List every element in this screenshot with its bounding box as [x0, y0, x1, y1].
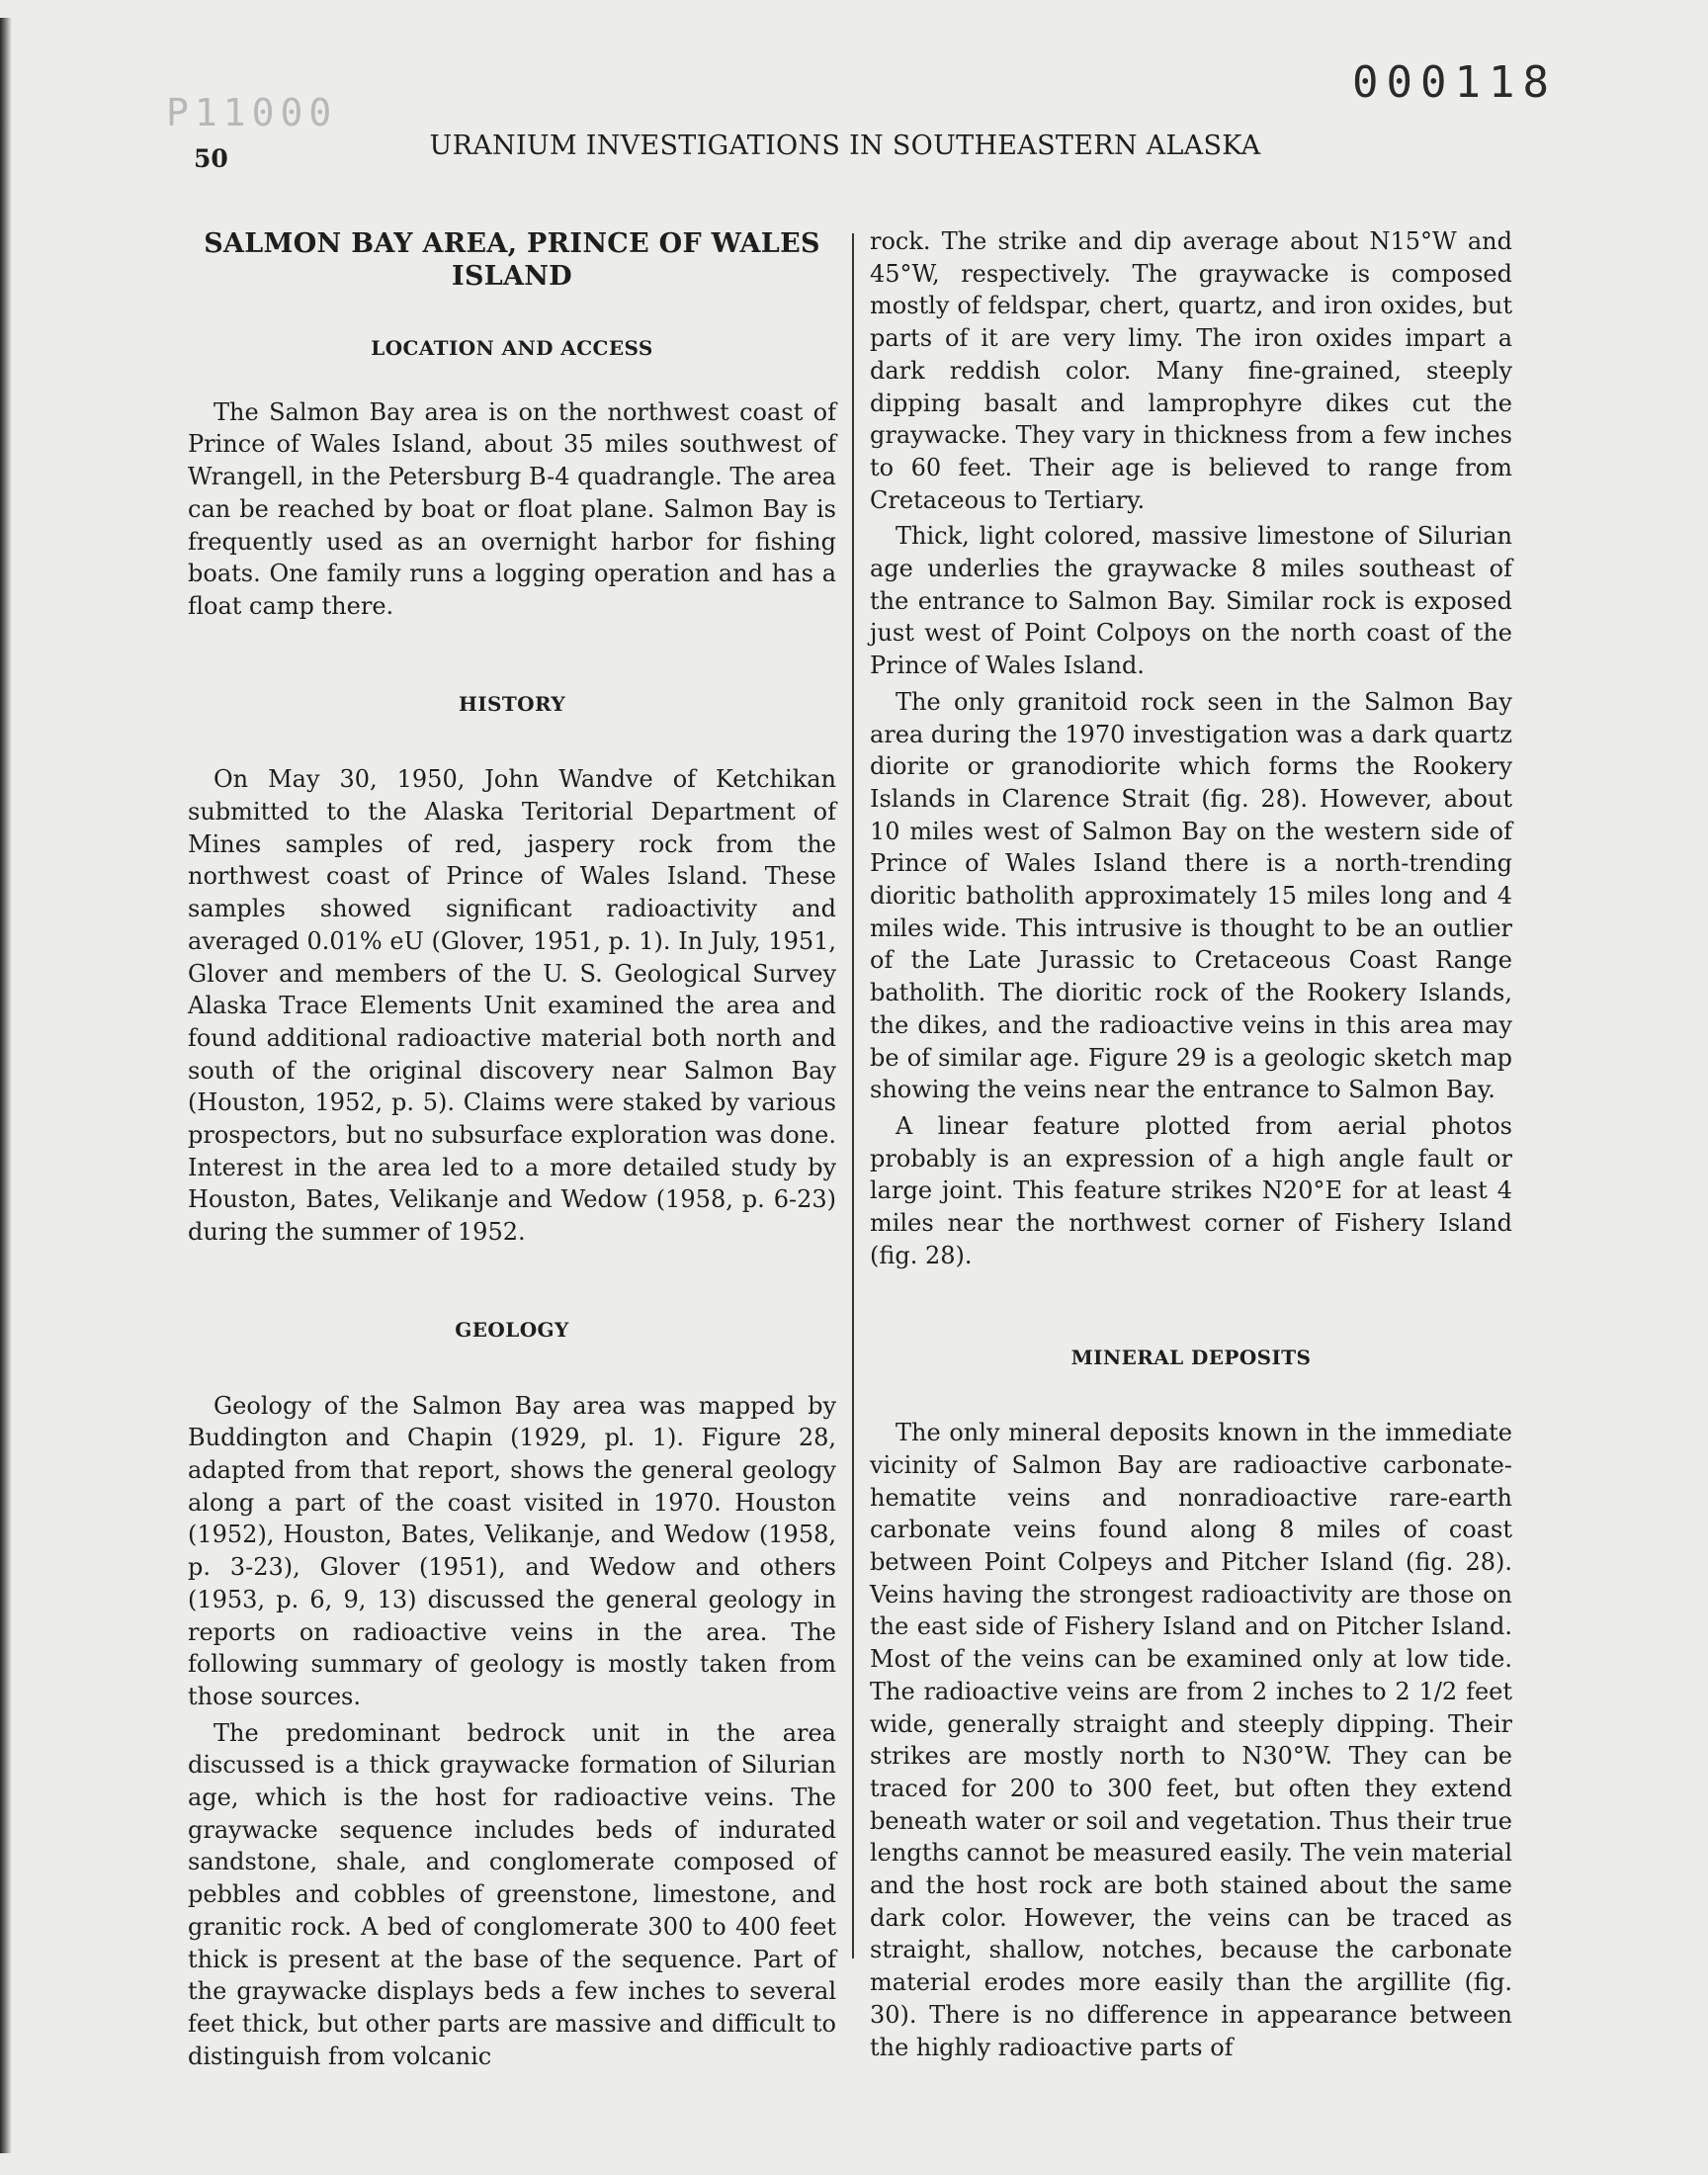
title-line-2: ISLAND [452, 261, 572, 292]
paragraph-mineral-deposits: The only mineral deposits known in the immediate vicinity of Salmon Bay are radioactive carbonate-hematite veins and nonradioactive rare-earth carbonate veins found along 8 miles of coast between Point Colpeys and Pitcher Island (fig. 28). Veins having the strongest radioactivity are those on the east side of Fishery Island and on Pitcher Island. Most of the veins can be examined only at low tide. The radioactive veins are from 2 inches to 2 1/2 feet wide, generally straight and steeply dipping. Their strikes are mostly north to N30°W. They can be traced for 200 to 300 feet, but often they extend beneath water or soil and vegetation. Thus their true lengths cannot be measured easily. The vein material and the host rock are both stained about the same dark color. However, the veins can be traced as straight, shallow, notches, because the carbonate material erodes more easily than the argillite (fig. 30). There is no difference in appearance between the highly radioactive parts of [870, 1419, 1512, 2061]
right-column [870, 225, 1512, 2063]
paragraph-geology-3: Thick, light colored, massive limestone of Silurian age underlies the graywacke 8 miles southeast of the entrance to Salmon Bay. Similar rock is exposed just west of Point Colpoys on the north coast of the Prince of Wales Island. [870, 522, 1512, 680]
heading-mineral-deposits: MINERAL DEPOSITS [1070, 1345, 1312, 1369]
heading-location-and-access: LOCATION AND ACCESS [371, 336, 653, 360]
document-id-stamp: 000118 [1352, 57, 1557, 108]
paragraph-geology-2-continued: rock. The strike and dip average about N15°W and 45°W, respectively. The graywacke is composed mostly of feldspar, chert, quartz, and iron oxides, but parts of it are very limy. The iron oxides impart a dark reddish color. Many fine-grained, steeply dipping basalt and lamprophyre dikes cut the graywacke. They vary in thickness from a few inches to 60 feet. Their age is believed to range from Cretaceous to Tertiary. [870, 227, 1512, 514]
heading-geology: GEOLOGY [455, 1317, 569, 1342]
paragraph-history: On May 30, 1950, John Wandve of Ketchikan submitted to the Alaska Teritorial Department of Mines samples of red, jaspery rock from the northwest coast of Prince of Wales Island. These samples showed significant radioactivity and averaged 0.01% eU (Glover, 1951, p. 1). In July, 1951, Glover and members of the U. S. Geological Survey Alaska Trace Elements Unit examined the area and found additional radioactive material both north and south of the original discovery near Salmon Bay (Houston, 1952, p. 5). Claims were staked by various prospectors, but no subsurface exploration was done. Interest in the area led to a more detailed study by Houston, Bates, Velikanje and Wedow (1958, p. 6-23) during the summer of 1952. [188, 765, 836, 1247]
heading-history: HISTORY [458, 691, 566, 716]
article-title [188, 227, 836, 293]
left-column [188, 225, 836, 2072]
paragraph-location: The Salmon Bay area is on the northwest coast of Prince of Wales Island, about 35 miles southwest of Wrangell, in the Petersburg B-4 quadrangle. The area can be reached by boat or float plane. Salmon Bay is frequently used as an overnight harbor for fishing boats. One family runs a logging operation and has a float camp there. [188, 397, 836, 620]
paragraph-geology-1: Geology of the Salmon Bay area was mapped by Buddington and Chapin (1929, pl. 1). Figure 28, adapted from that report, shows the general geology along a part of the coast visited in 1970. Houston (1952), Houston, Bates, Velikanje, and Wedow (1958, p. 3-23), Glover (1951), and Wedow and others (1953, p. 6, 9, 13) discussed the general geology in reports on radioactive veins in the area. The following summary of geology is mostly taken from those sources. [188, 1391, 836, 1710]
page-number: 50 [194, 144, 228, 173]
paragraph-geology-5: A linear feature plotted from aerial photos probably is an expression of a high angle fault or large joint. This feature strikes N20°E for at least 4 miles near the northwest corner of Fishery Island (fig. 28). [870, 1111, 1512, 1269]
column-divider [852, 233, 854, 1958]
faded-stamp: P11000 [166, 91, 338, 134]
scan-edge-shadow [0, 18, 12, 2153]
paragraph-geology-2: The predominant bedrock unit in the area discussed is a thick graywacke formation of Silurian age, which is the host for radioactive veins. The graywacke sequence includes beds of indurated sandstone, shale, and conglomerate composed of pebbles and cobbles of greenstone, limestone, and granitic rock. A bed of conglomerate 300 to 400 feet thick is present at the base of the sequence. Part of the graywacke displays beds a few inches to several feet thick, but other parts are massive and difficult to distinguish from volcanic [188, 1718, 836, 2070]
running-head: URANIUM INVESTIGATIONS IN SOUTHEASTERN ALASKA [429, 130, 1261, 161]
paragraph-geology-4: The only granitoid rock seen in the Salmon Bay area during the 1970 investigation was a dark quartz diorite or granodiorite which forms the Rookery Islands in Clarence Strait (fig. 28). However, about 10 miles west of Salmon Bay on the western side of Prince of Wales Island there is a north-trending dioritic batholith approximately 15 miles long and 4 miles wide. This intrusive is thought to be an outlier of the Late Jurassic to Cretaceous Coast Range batholith. The dioritic rock of the Rookery Islands, the dikes, and the radioactive veins in this area may be of similar age. Figure 29 is a geologic sketch map showing the veins near the entrance to Salmon Bay. [870, 687, 1512, 1104]
title-line-1: SALMON BAY AREA, PRINCE OF WALES [204, 228, 820, 259]
